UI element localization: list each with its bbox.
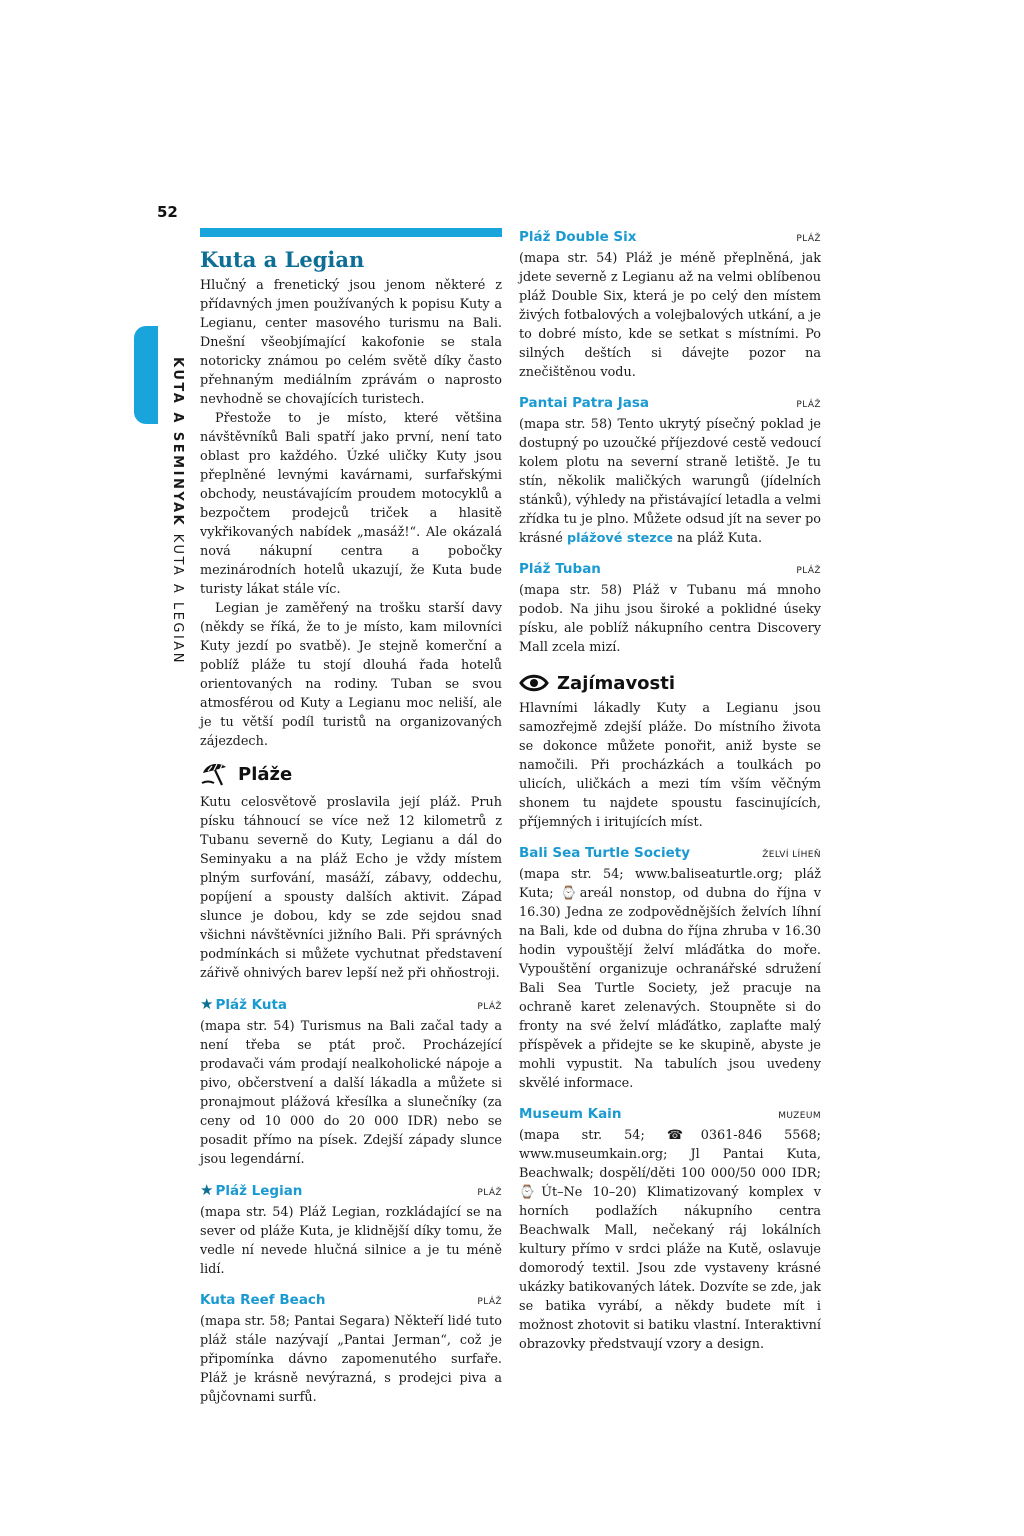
beach-path-link[interactable]: plážové stezce [566,531,673,546]
listing-plaz-double-six [519,228,821,382]
listing-name[interactable]: Pantai Patra Jasa [519,395,649,411]
section-heading-sights [519,673,821,693]
intro-paragraph-3: Legian je zaměřený na trošku starší davy (někdy se říká, že to je místo, kam milovníci Kuty jezdí po svatbě). Je stejně komerční a poblíž pláže tu stojí dlouhá řada hotelů orientovaných na rodiny. Tuban se svou atmosférou od Kuty a Legianu moc neliší, ale je tu větší podíl turistů na organizovaných zájezdech. [200,601,502,749]
listing-plaz-legian [200,1181,502,1279]
left-column [200,228,502,1407]
chapter-rule [200,228,502,237]
chapter-title: Kuta a Legian [200,247,365,272]
beach-umbrella-icon [200,761,230,787]
listing-text: (mapa str. 54) Turismus na Bali začal tady a není třeba se ptát proč. Procházející prodavači vám prodají nealkoholické nápoje a pivo, občerstvení a další lákadla a můžete si pronajmout plážová křesílka a slunečníky (za ceny od 10 000 do 20 000 IDR) nebo se posadit přímo na písek. Zdejší západy slunce jsou legendární. [200,1019,502,1167]
beaches-intro: Kutu celosvětově proslavila její pláž. Pruh písku táhnoucí se více než 12 kilometrů z Tubanu severně do Kuty, Legianu a dál do Seminyaku a na pláž Echo je vždy místem plným surfování, masáží, zábavy, oddechu, popíjení a spousty dalších aktivit. Západ slunce je dobou, kdy se zde sejdou snad všichni návštěvníci jižního Bali. Při správných podmínkách si můžete vychutnat představení zářivě ohnivých barev lepší než při ohňostroji. [200,795,502,981]
running-header-section: KUTA A LEGIAN [170,527,185,665]
intro-paragraph-2: Přestože to je místo, které většina návštěvníků Bali spatří jako první, není tato oblast pro každého. Úzké uličky Kuty jsou přeplněné levnými kavárnami, surfařskými obchody, neustávajícím proudem motocyklů a bezpočtem prodejců triček a hlasitě vykřikovaných nabídek „masáž!“. Ale okázalá nová nákupní centra a pobočky mezinárodních hotelů ukazují, že Kuta bude turisty lákat stále víc. [200,411,502,597]
listing-museum-kain [519,1105,821,1354]
sights-heading-text: Zajímavosti [557,672,676,694]
listing-name[interactable]: Pláž Tuban [519,561,601,577]
running-header-vertical [163,357,187,665]
listing-type: PLÁŽ [477,1002,502,1012]
listing-kuta-reef-beach [200,1291,502,1407]
beaches-heading-text: Pláže [238,763,293,785]
listing-name[interactable]: ★ Pláž Legian [200,1181,303,1199]
listing-pantai-patra-jasa [519,394,821,548]
listing-type: PLÁŽ [796,400,821,410]
listing-plaz-kuta [200,995,502,1169]
listing-type: PLÁŽ [477,1297,502,1307]
listing-text: (mapa str. 54) Pláž je méně přeplněná, jak jdete severně z Legianu až na velmi oblíbenou pláž Double Six, která je po celý den místem živých fotbalových a volejbalových utkání, a je to dobré místo, kde se setkat s místními. Po silných deštích si dávejte pozor na znečištěnou vodu. [519,251,821,380]
listing-name[interactable]: Museum Kain [519,1106,622,1122]
listing-text: (mapa str. 54) Pláž Legian, rozkládající se na sever od pláže Kuta, je klidnější díky tomu, že vedle ní nevede hlučná silnice a je tu méně lidí. [200,1205,502,1277]
listing-bali-sea-turtle-society [519,844,821,1093]
listing-type: PLÁŽ [796,234,821,244]
listing-text: (mapa str. 54; www.baliseaturtle.org; pláž Kuta; ⌚areál nonstop, od dubna do října v 16.30) Jedna ze zodpovědnějších želvích líhní na Bali, kde od dubna do října zhruba v 16.30 hodin vypouštějí želví mláďátka do moře. Vypouštění organizuje ochranářské sdružení Bali Sea Turtle Society, jež pracuje na ochraně karet zelenavých. Stoupněte si do fronty na své želví mláďátko, zaplaťte malý příspěvek a přidejte se ke skupině, abyste je mohli vypustit. Na tabulích jsou uvedeny skvělé informace. [519,867,821,1091]
section-heading-beaches [200,761,502,787]
listing-type: MUZEUM [778,1111,821,1121]
right-column [519,228,821,1354]
page-number: 52 [157,203,178,221]
chapter-tab-marker [134,326,158,424]
top-choice-star-icon: ★ [200,1181,214,1199]
top-choice-star-icon: ★ [200,995,214,1013]
listing-type: PLÁŽ [477,1188,502,1198]
listing-text: (mapa str. 58) Pláž v Tubanu má mnoho podob. Na jihu jsou široké a poklidné úseky písku, ale poblíž nákupního centra Discovery Mall zcela mizí. [519,583,821,655]
intro-paragraph-1: Hlučný a frenetický jsou jenom některé z přídavných jmen používaných k popisu Kuty a Legianu, center masového turismu na Bali. Dnešní všeobjímající kakofonie se stala notoricky známou po celém světě díky často přehnaným mediálním zprávám o naprosto nevhodně se chovajících turistech. [200,278,502,407]
running-header-chapter: KUTA A SEMINYAK [170,357,185,528]
listing-name[interactable]: Bali Sea Turtle Society [519,845,691,861]
listing-type: ŽELVÍ LÍHEŇ [762,850,821,860]
listing-plaz-tuban [519,560,821,657]
listing-name[interactable]: ★ Pláž Kuta [200,995,288,1013]
listing-name[interactable]: Kuta Reef Beach [200,1292,326,1308]
sights-intro: Hlavními lákadly Kuty a Legianu jsou samozřejmě zdejší pláže. Do místního života se dokonce můžete ponořit, aniž byste se namočili. Při procházkách a toulkách po ulicích, uličkách a mezi tím vším věčným shonem tu najdete spoustu fascinujících, příjemných i iritujících míst. [519,701,821,830]
listing-text: (mapa str. 58; Pantai Segara) Někteří lidé tuto pláž stále nazývají „Pantai Jerman“, což je připomínka dávno zapomenutého surfaře. Pláž je krásně nevýrazná, s prodejci piva a půjčovnami surfů. [200,1314,502,1405]
listing-text: (mapa str. 54; ☎0361-846 5568; www.museumkain.org; Jl Pantai Kuta, Beachwalk; dospělí/děti 100 000/50 000 IDR; ⌚Út–Ne 10–20) Klimatizovaný komplex v horních podlažích nákupního centra Beachwalk Mall, nečekaný ráj lokálních kultury přímo v srdci pláže na Kutě, oslavuje domorodý textil. Jsou zde vystaveny krásné ukázky batikovaných látek. Dozvíte se zde, jak se batika vyrábí, a někdy budete mít i možnost zhotovit si batiku vlastní. Interaktivní obrazovky předstvaují vzory a design. [519,1128,821,1352]
listing-text: (mapa str. 58) Tento ukrytý písečný poklad je dostupný po uzoučké příjezdové cestě vedoucí kolem plotu na severní straně letiště. Je tu stín, několik maličkých warungů (jídelních stánků), výhledy na přistávající letadla a velmi zřídka tu je plno. Můžete odsud jít na sever po krásné plážové stezce na pláž Kuta. [519,417,821,546]
listing-name[interactable]: Pláž Double Six [519,229,637,245]
listing-type: PLÁŽ [796,566,821,576]
eye-icon [519,673,549,693]
